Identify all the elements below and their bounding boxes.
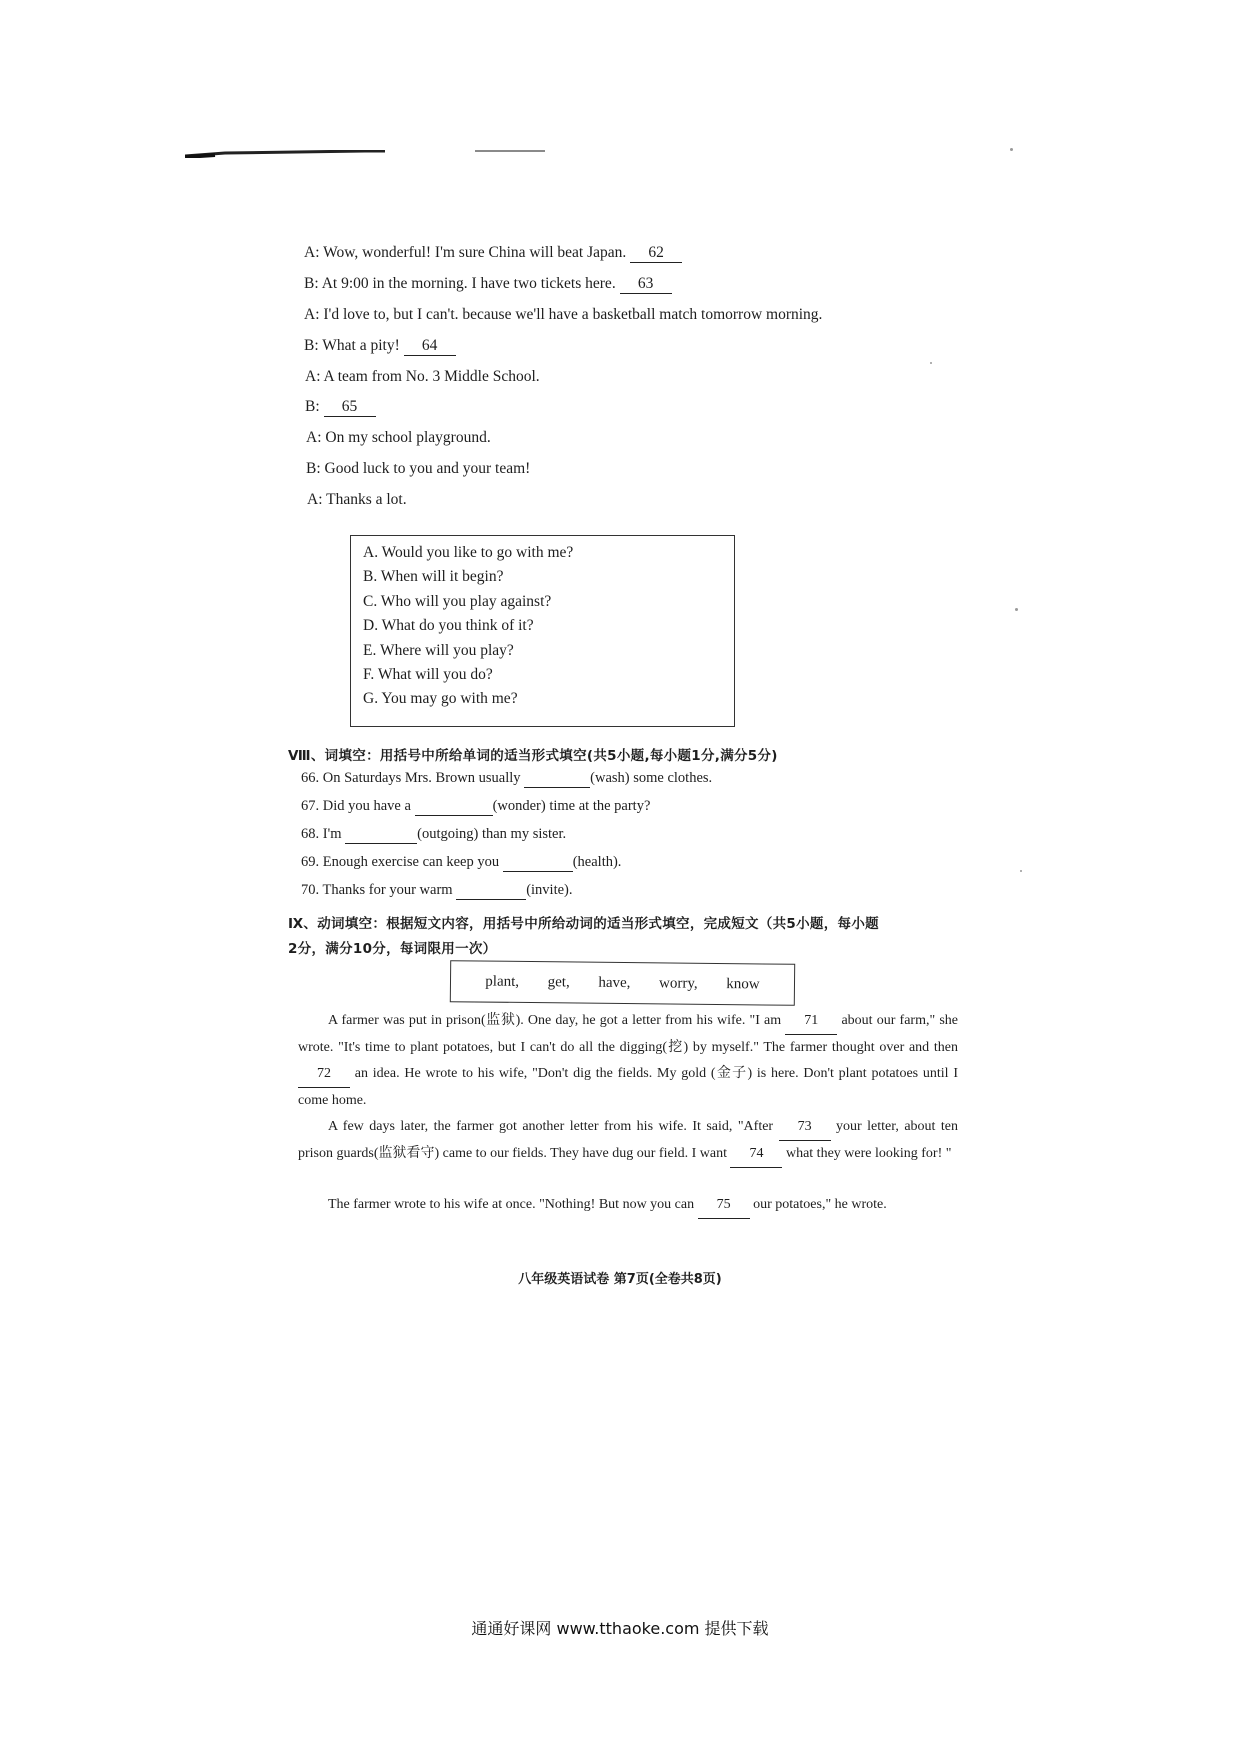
passage-paragraph-2: A few days later, the farmer got another letter from his wife. It said, "After 73 your letter, about ten prison guards(监狱看守) came to our fields. They have dug our field. I want 74 what they were looking for! "	[298, 1114, 958, 1168]
answer-blank[interactable]: 71	[785, 1008, 837, 1035]
answer-blank[interactable]: 72	[298, 1061, 350, 1088]
section-9-heading-cont: 2分，满分10分，每词限用一次）	[288, 941, 497, 957]
option-item: C. Who will you play against?	[363, 592, 552, 610]
fill-item: 66. On Saturdays Mrs. Brown usually (wash) some clothes.	[301, 770, 713, 786]
dialogue-line: A: Wow, wonderful! I'm sure China will beat Japan. 62	[304, 244, 682, 263]
dialogue-line: A: On my school playground.	[306, 429, 491, 446]
dialogue-line: B: At 9:00 in the morning. I have two tickets here. 63	[304, 275, 672, 294]
word-bank-item: know	[726, 975, 760, 992]
dialogue-line: A: Thanks a lot.	[307, 491, 407, 508]
answer-blank[interactable]: 74	[730, 1141, 782, 1168]
download-credit: 通通好课网 www.tthaoke.com 提供下载	[471, 1619, 769, 1638]
fill-blank[interactable]	[503, 854, 573, 872]
dialogue-line: B: What a pity! 64	[304, 337, 456, 356]
section-8-heading: Ⅷ、词填空：用括号中所给单词的适当形式填空(共5小题,每小题1分,满分5分)	[288, 748, 778, 764]
dialogue-line: B: 65	[305, 398, 376, 417]
dialogue-line: A: I'd love to, but I can't. because we'll have a basketball match tomorrow morning.	[304, 306, 823, 323]
option-item: D. What do you think of it?	[363, 617, 534, 635]
answer-blank[interactable]: 73	[779, 1114, 831, 1141]
fill-blank[interactable]	[524, 770, 590, 788]
scan-top-rule	[185, 150, 545, 158]
fill-item: 69. Enough exercise can keep you (health).	[301, 854, 622, 870]
word-bank-item: have,	[598, 974, 631, 991]
answer-blank[interactable]: 63	[620, 275, 672, 294]
fill-item: 68. I'm (outgoing) than my sister.	[301, 826, 567, 842]
scan-speck	[930, 362, 932, 364]
passage-paragraph-1: A farmer was put in prison(监狱). One day, he got a letter from his wife. "I am 71 about our farm," she wrote. "It's time to plant potatoes, but I can't do all the digging(挖) by myself." The farmer thought over and then 72 an idea. He wrote to his wife, "Don't dig the fields. My gold (金子) is here. Don't plant potatoes until I come home.	[298, 1008, 958, 1114]
options-box	[350, 535, 735, 727]
passage-paragraph-3: The farmer wrote to his wife at once. "Nothing! But now you can 75 our potatoes," he wrote.	[298, 1192, 958, 1219]
answer-blank[interactable]: 65	[324, 398, 376, 417]
option-item: A. Would you like to go with me?	[363, 544, 574, 561]
fill-blank[interactable]	[415, 798, 493, 816]
option-item: F. What will you do?	[363, 666, 493, 684]
fill-item: 70. Thanks for your warm (invite).	[301, 882, 573, 898]
answer-blank[interactable]: 75	[698, 1192, 750, 1219]
page-footer: 八年级英语试卷 第7页(全卷共8页)	[518, 1272, 722, 1287]
section-9-heading: Ⅸ、动词填空：根据短文内容，用括号中所给动词的适当形式填空，完成短文（共5小题，每小题	[288, 916, 879, 932]
word-bank-item: plant,	[485, 973, 520, 990]
answer-blank[interactable]: 62	[630, 244, 682, 263]
word-bank-item: worry,	[659, 974, 698, 992]
scan-speck	[1020, 870, 1022, 872]
option-item: B. When will it begin?	[363, 568, 504, 586]
fill-blank[interactable]	[456, 882, 526, 900]
answer-blank[interactable]: 64	[404, 337, 456, 356]
word-bank-item: get,	[547, 973, 570, 990]
fill-item: 67. Did you have a (wonder) time at the party?	[301, 798, 651, 814]
word-bank	[450, 960, 795, 1006]
option-item: E. Where will you play?	[363, 641, 514, 659]
dialogue-line: B: Good luck to you and your team!	[306, 460, 531, 477]
option-item: G. You may go with me?	[363, 690, 518, 708]
fill-blank[interactable]	[345, 826, 417, 844]
dialogue-line: A: A team from No. 3 Middle School.	[305, 368, 540, 385]
scan-speck	[1010, 148, 1013, 151]
scan-speck	[1015, 608, 1018, 611]
